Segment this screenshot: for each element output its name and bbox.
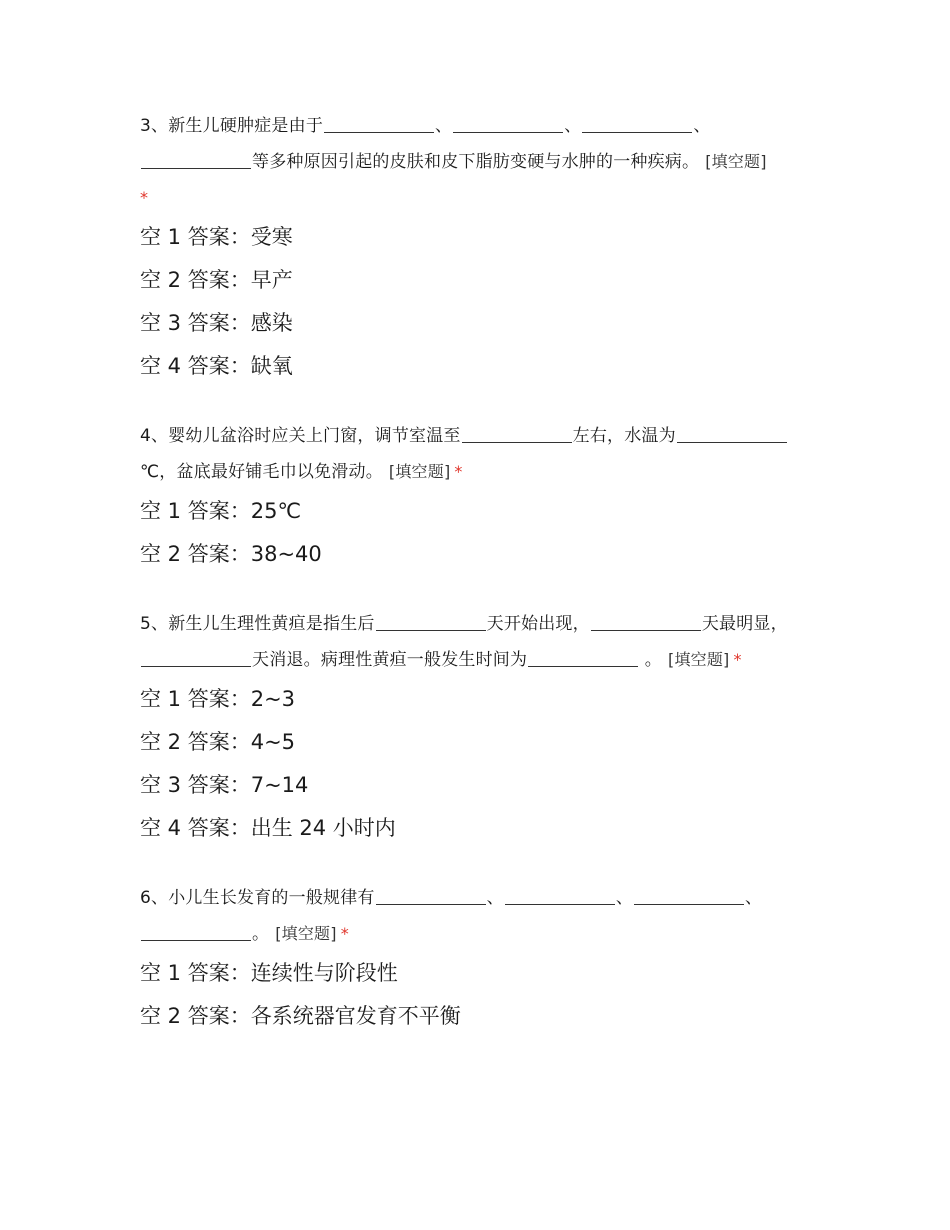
answer-label: 空 4 答案：: [140, 816, 251, 840]
question-text-segment: 、: [693, 116, 711, 136]
question-text-segment: 4、婴幼儿盆浴时应关上门窗，调节室温至: [140, 426, 461, 446]
fill-blank: [141, 922, 251, 941]
answer-value: 38~40: [250, 542, 322, 566]
answer-line: [140, 721, 815, 764]
fill-blank: [528, 648, 638, 667]
question-text: [140, 880, 815, 952]
answer-value: 各系统器官发育不平衡: [250, 1004, 461, 1028]
question-text: [140, 606, 815, 678]
fill-blank: [462, 424, 572, 443]
fill-blank: [591, 612, 701, 631]
answer-line: [140, 678, 815, 721]
question-text-segment: 。: [252, 924, 270, 944]
answer-line: [140, 952, 815, 995]
question-text-segment: 3、新生儿硬肿症是由于: [140, 116, 324, 136]
fill-blank: [634, 886, 744, 905]
answer-value: 早产: [250, 268, 293, 292]
question-text-segment: 等多种原因引起的皮肤和皮下脂肪变硬与水肿的一种疾病。: [252, 152, 700, 172]
question-text-segment: 、: [615, 888, 634, 908]
required-mark: *: [140, 188, 149, 207]
fill-blank: [505, 886, 615, 905]
question-text-segment: 天最明显，: [701, 614, 788, 634]
answer-line: [140, 807, 815, 850]
questionnaire-page: [140, 108, 815, 1068]
answer-label: 空 2 答案：: [140, 1004, 251, 1028]
answer-value: 受寒: [250, 225, 293, 249]
fill-blank: [324, 114, 434, 133]
question-text-segment: 、: [486, 888, 504, 908]
answer-line: [140, 259, 815, 302]
answer-label: 空 4 答案：: [140, 354, 251, 378]
answer-label: 空 1 答案：: [140, 687, 251, 711]
question-text-segment: 、: [435, 116, 453, 136]
answer-value: 25℃: [250, 499, 302, 523]
required-mark: *: [454, 462, 463, 481]
question-text: [140, 108, 815, 216]
fill-blank: [582, 114, 692, 133]
question-type-label: [填空题]: [668, 650, 730, 669]
question-text-segment: ℃，盆底最好铺毛巾以免滑动。: [140, 462, 383, 482]
question-5: [140, 606, 815, 850]
answer-value: 感染: [250, 311, 293, 335]
question-text: [140, 418, 815, 490]
fill-blank: [376, 612, 486, 631]
fill-blank: [141, 648, 251, 667]
answer-value: 2~3: [250, 687, 296, 711]
answer-value: 7~14: [250, 773, 309, 797]
answer-line: [140, 490, 815, 533]
question-text-segment: 5、新生儿生理性黄疸是指生后: [140, 614, 375, 634]
question-4: [140, 418, 815, 576]
question-text-segment: 6、小儿生长发育的一般规律有: [140, 888, 375, 908]
answer-value: 出生 24 小时内: [250, 816, 396, 840]
fill-blank: [453, 114, 563, 133]
question-text-segment: 天消退。病理性黄疸一般发生时间为: [252, 650, 528, 670]
answer-label: 空 2 答案：: [140, 730, 251, 754]
answer-line: [140, 345, 815, 388]
answer-label: 空 3 答案：: [140, 773, 251, 797]
answer-label: 空 1 答案：: [140, 225, 251, 249]
answer-label: 空 2 答案：: [140, 268, 251, 292]
answer-line: [140, 995, 815, 1038]
answer-line: [140, 533, 815, 576]
fill-blank: [376, 886, 486, 905]
answer-value: 连续性与阶段性: [250, 961, 398, 985]
question-text-segment: 、: [564, 116, 582, 136]
question-text-segment: 。: [639, 650, 663, 670]
question-text-segment: 左右，水温为: [572, 426, 676, 446]
answer-line: [140, 216, 815, 259]
question-text-segment: 、: [745, 888, 763, 908]
question-type-label: [填空题]: [388, 462, 451, 481]
question-type-label: [填空题]: [705, 152, 767, 171]
answer-label: 空 3 答案：: [140, 311, 251, 335]
answer-line: [140, 302, 815, 345]
answer-label: 空 1 答案：: [140, 499, 251, 523]
required-mark: *: [340, 924, 349, 943]
fill-blank: [677, 424, 787, 443]
fill-blank: [141, 150, 251, 169]
question-3: [140, 108, 815, 388]
answer-value: 4~5: [250, 730, 296, 754]
question-6: [140, 880, 815, 1038]
answer-label: 空 2 答案：: [140, 542, 251, 566]
question-text-segment: 天开始出现，: [486, 614, 590, 634]
answer-value: 缺氧: [250, 354, 293, 378]
answer-label: 空 1 答案：: [140, 961, 251, 985]
question-type-label: [填空题]: [275, 924, 337, 943]
required-mark: *: [733, 650, 742, 669]
answer-line: [140, 764, 815, 807]
